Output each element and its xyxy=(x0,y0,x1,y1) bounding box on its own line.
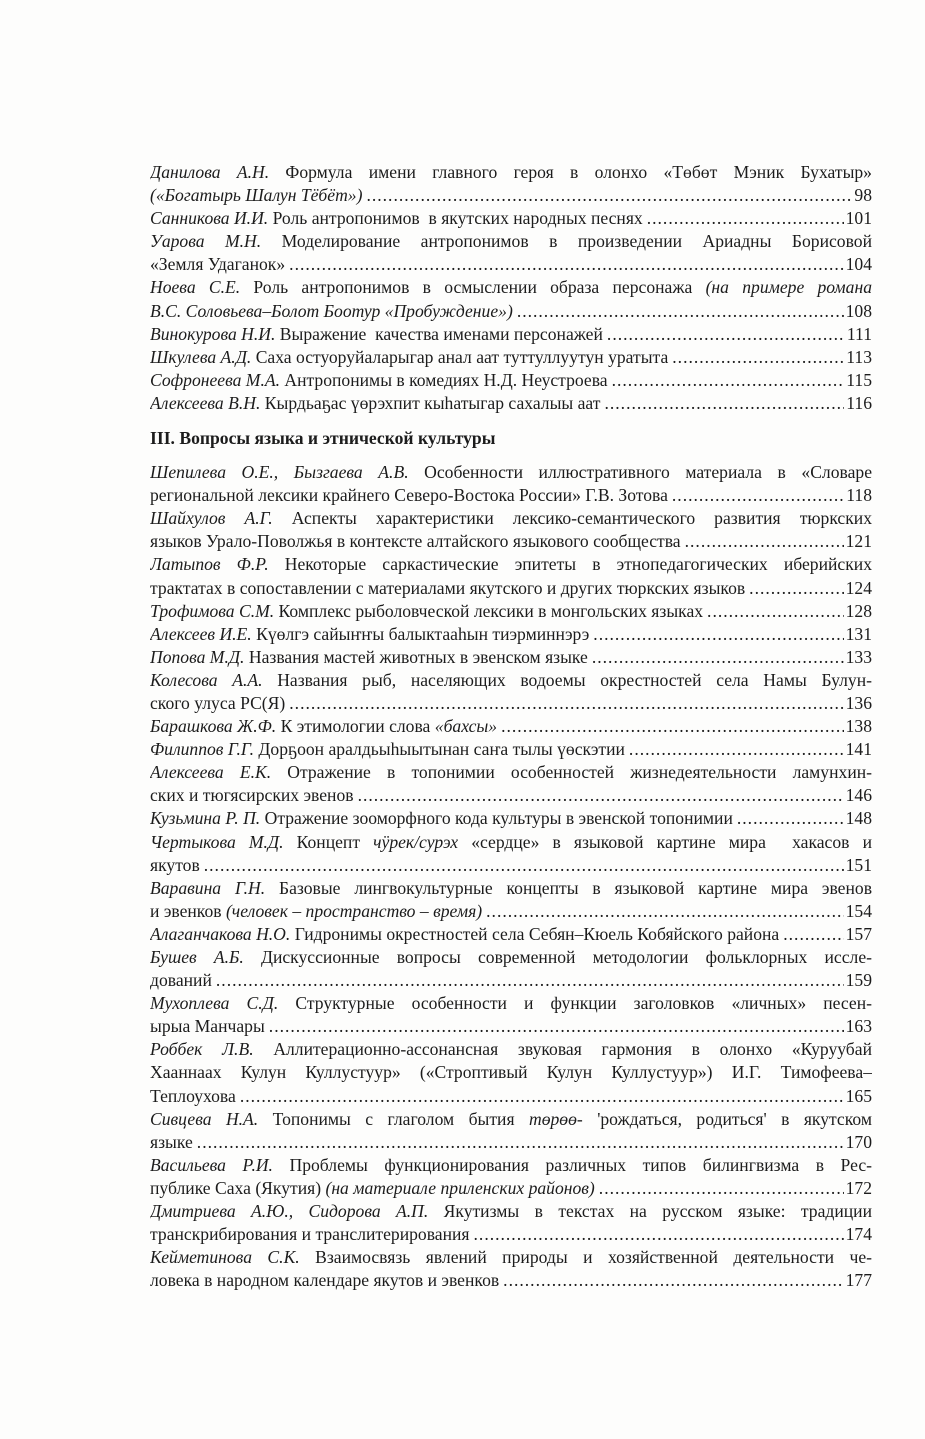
toc-entry-author: чӱрек/сурэх xyxy=(373,831,459,852)
toc-page-number: 163 xyxy=(845,1016,872,1037)
toc-entry-title: Моделирование антропонимов в произведении Ариадны Борисовой xyxy=(261,231,872,252)
toc-entry-title: Роль антропонимов в осмыслении образа персонажа xyxy=(240,277,706,298)
toc-entry-title: ловека в народном календаре якутов и эвенков xyxy=(150,1270,500,1291)
toc-entry-title: Комплекс рыболовческой лексики в монгольских языках xyxy=(274,600,704,621)
toc-entry-text xyxy=(150,1223,470,1246)
toc-page-number: 118 xyxy=(846,485,872,506)
toc-entry-text xyxy=(150,1247,872,1267)
toc-entry-text xyxy=(150,878,872,898)
toc-page-number: 146 xyxy=(845,785,872,806)
toc-entry-text xyxy=(150,692,285,715)
toc-entry-author: Колесова А.А. xyxy=(150,669,263,690)
toc-entry-text xyxy=(150,854,200,877)
toc-entry-text xyxy=(150,1269,499,1292)
toc-leader-dots xyxy=(358,784,844,807)
toc-entry-author: Данилова А.Н. xyxy=(150,162,270,182)
toc-entry-title: и эвенков xyxy=(150,900,226,921)
toc-entry-title: Проблемы функционирования различных типов билингвизма в Рес- xyxy=(272,1154,872,1175)
toc-leader-dots xyxy=(592,646,844,669)
toc-entry-text xyxy=(150,1085,236,1108)
toc-entry-line xyxy=(150,323,872,346)
toc-entry-line xyxy=(150,807,872,830)
toc-entry-author: Кузьмина Р. П. xyxy=(150,808,261,829)
toc-page-number: 141 xyxy=(845,739,872,760)
toc-page-number: 177 xyxy=(845,1270,872,1291)
toc-entry-line xyxy=(150,507,872,530)
toc-leader-dots xyxy=(197,1131,844,1154)
toc-page-number: 138 xyxy=(845,716,872,737)
toc-entry[interactable] xyxy=(150,369,872,392)
toc-entry-title: Базовые лингвокультурные концепты в языковой картине мира эвенов xyxy=(265,877,872,898)
toc-entry-author: Латыпов Ф.Р. xyxy=(150,554,269,575)
toc-leader-dots xyxy=(474,1223,844,1246)
toc-leader-dots xyxy=(672,346,844,369)
toc-entry-author: (человек – пространство – время) xyxy=(225,900,483,921)
toc-leader-dots xyxy=(629,738,844,761)
toc-entry-title: К этимологии слова xyxy=(276,716,435,737)
toc-entry-author: (на примере романа xyxy=(705,277,872,298)
toc-entry-text xyxy=(150,1015,265,1038)
toc-leader-dots xyxy=(607,323,845,346)
toc-leader-dots xyxy=(737,807,844,830)
toc-entry-author: Роббек Л.В. xyxy=(150,1039,254,1060)
toc-entry-author: Варавина Г.Н. xyxy=(150,877,266,898)
toc-leader-dots xyxy=(685,530,844,553)
toc-entry-text xyxy=(150,900,482,923)
toc-entry-text xyxy=(150,231,872,251)
toc-leader-dots xyxy=(289,692,843,715)
toc-entry-text xyxy=(150,715,497,738)
toc-entry-line xyxy=(150,877,872,900)
toc-entry-title: Выражение качества именами персонажей xyxy=(275,323,603,344)
toc-entry-author: Алаганчакова Н.О. xyxy=(150,923,291,944)
toc-entry-line xyxy=(150,831,872,854)
toc-entry-author: Винокурова Н.И. xyxy=(150,323,276,344)
toc-entry-line xyxy=(150,854,872,877)
toc-entry-text xyxy=(150,1131,193,1154)
toc-entry-title: языке xyxy=(150,1131,193,1152)
toc-leader-dots xyxy=(599,1177,844,1200)
toc-entry-text xyxy=(150,346,668,369)
toc-page-number: 124 xyxy=(845,577,872,598)
toc-leader-dots xyxy=(289,253,843,276)
toc-entry-line xyxy=(150,484,872,507)
toc-entry-author: Ноева С.Е. xyxy=(150,277,241,298)
toc-entry-author: Барашкова Ж.Ф. xyxy=(150,716,277,737)
toc-entry-title: Названия мастей животных в эвенском языке xyxy=(244,646,588,667)
toc-leader-dots xyxy=(366,184,852,207)
toc-entry-title: 'рождаться, родиться' в якутском xyxy=(582,1108,872,1129)
toc-entry-text xyxy=(150,392,600,415)
toc-entry-title: публике Саха (Якутия) xyxy=(150,1177,326,1198)
toc-entry-title: ского улуса РС(Я) xyxy=(150,692,286,713)
toc-entry-author: Кейметинова С.К. xyxy=(150,1247,300,1268)
toc-entry-title: Структурные особенности и функции заголовков «личных» песен- xyxy=(278,993,872,1014)
toc-entry-line xyxy=(150,161,872,184)
toc-entry-title: Отражение зооморфного кода культуры в эвенской топонимии xyxy=(260,808,733,829)
toc-entry-text xyxy=(150,1177,595,1200)
section-heading: III. Вопросы языка и этнической культуры xyxy=(150,428,496,449)
toc-entry-author: Шкулева А.Д. xyxy=(150,346,252,367)
toc-entry-text xyxy=(150,508,872,528)
toc-entry-line xyxy=(150,276,872,299)
toc-entry[interactable] xyxy=(150,323,872,346)
toc-entry-line xyxy=(150,1177,872,1200)
toc-entry-title: Күөлгэ сайыҥҥы балыктааһын тиэрминнэрэ xyxy=(251,623,590,644)
toc-page-number: 148 xyxy=(845,808,872,829)
toc-entry[interactable] xyxy=(150,346,872,369)
toc-page-number: 108 xyxy=(845,300,872,321)
toc-entry[interactable] xyxy=(150,923,872,946)
toc-entry-text xyxy=(150,969,212,992)
toc-entry-author: Васильева Р.И. xyxy=(150,1154,273,1175)
toc-leader-dots xyxy=(612,369,845,392)
toc-entry-line xyxy=(150,1015,872,1038)
toc-entry-author: Дмитриева А.Ю., Сидорова А.П. xyxy=(150,1201,429,1222)
toc-leader-dots xyxy=(216,969,844,992)
toc-entry-line xyxy=(150,184,872,207)
toc-entry-line xyxy=(150,646,872,669)
toc-entry-text xyxy=(150,832,872,852)
toc-entry-line xyxy=(150,1154,872,1177)
toc-entry-title: Якутизмы в текстах на русском языке: традиции xyxy=(428,1201,872,1222)
toc-entry[interactable] xyxy=(150,1200,872,1246)
toc-page-number: 133 xyxy=(845,646,872,667)
table-of-contents xyxy=(150,161,872,1292)
toc-page-number: 98 xyxy=(854,185,872,206)
toc-entry[interactable] xyxy=(150,161,872,207)
toc-entry[interactable] xyxy=(150,877,872,923)
toc-entry-title: Роль антропонимов в якутских народных песнях xyxy=(268,208,643,229)
toc-entry-line xyxy=(150,784,872,807)
toc-entry-line xyxy=(150,1223,872,1246)
toc-entry-text xyxy=(150,554,872,574)
toc-entry-author: (на материале приленских районов) xyxy=(325,1177,595,1198)
toc-entry-text xyxy=(150,623,589,646)
toc-page-number: 111 xyxy=(846,323,872,344)
toc-entry-line xyxy=(150,1131,872,1154)
toc-entry-line xyxy=(150,600,872,623)
toc-entry-line xyxy=(150,1038,872,1061)
toc-entry-title: Некоторые саркастические эпитеты в этнопедагогических иберийских xyxy=(268,554,872,575)
toc-entry-line xyxy=(150,1246,872,1269)
toc-entry-text xyxy=(150,807,733,830)
toc-entry-author: Санникова И.И. xyxy=(150,208,269,229)
toc-leader-dots xyxy=(269,1015,844,1038)
toc-entry-title: Концепт xyxy=(283,831,374,852)
toc-entry-author: В.С. Соловьева–Болот Боотур «Пробуждение») xyxy=(150,300,513,321)
toc-entry-author: Уарова М.Н. xyxy=(150,231,262,252)
toc-entry[interactable] xyxy=(150,553,872,599)
toc-page-number: 131 xyxy=(845,623,872,644)
toc-entry-title: Гидронимы окрестностей села Себян–Кюель Кобяйского района xyxy=(290,923,780,944)
toc-entry[interactable] xyxy=(150,761,872,807)
toc-entry[interactable] xyxy=(150,738,872,761)
toc-entry-author: Алексеев И.Е. xyxy=(150,623,252,644)
toc-page-number: 115 xyxy=(846,369,872,390)
toc-entry-line xyxy=(150,969,872,992)
toc-entry-line xyxy=(150,207,872,230)
toc-entry[interactable] xyxy=(150,646,872,669)
toc-leader-dots xyxy=(672,484,844,507)
toc-entry[interactable] xyxy=(150,392,872,415)
toc-page-number: 159 xyxy=(845,970,872,991)
toc-leader-dots xyxy=(486,900,843,923)
toc-entry-title: языков Урало-Поволжья в контексте алтайского языкового сообщества xyxy=(150,531,681,552)
toc-entry-line xyxy=(150,230,872,253)
toc-page-number: 116 xyxy=(846,392,872,413)
toc-entry-title: трактатах в сопоставлении с материалами якутского и других тюркских языков xyxy=(150,577,746,598)
toc-page-number: 154 xyxy=(845,900,872,921)
toc-page-number: 128 xyxy=(845,600,872,621)
toc-entry-text xyxy=(150,1062,872,1082)
toc-entry-title: Антропонимы в комедиях Н.Д. Неустроева xyxy=(280,369,608,390)
toc-leader-dots xyxy=(503,1269,843,1292)
toc-page-number: 174 xyxy=(845,1224,872,1245)
toc-entry-text xyxy=(150,923,779,946)
toc-entry-title: Саха остуоруйаларыгар анал аат туттуллуутун уратыта xyxy=(251,346,669,367)
toc-entry-text xyxy=(150,993,872,1013)
toc-entry[interactable] xyxy=(150,600,872,623)
toc-entry-author: Шепилева О.Е., Бызгаева А.В. xyxy=(150,462,409,483)
toc-entry-title: дований xyxy=(150,970,212,991)
toc-entry-text xyxy=(150,646,588,669)
toc-entry-title: Кырдьаҕас үөрэхпит кыһатыгар сахалыы аат xyxy=(260,392,601,413)
toc-entry-text xyxy=(150,530,681,553)
toc-entry-line xyxy=(150,300,872,323)
toc-entry-title: Дорҕоон аралдьыһыытынан саҥа тылы үөскэтии xyxy=(254,739,625,760)
toc-entry-title: Аллитерационно-ассонансная звуковая гармония в олонхо «Куруубай xyxy=(253,1039,872,1060)
toc-entry-title: Формула имени главного героя в олонхо «Төбөт Мэник Бухатыр» xyxy=(269,162,872,182)
toc-entry-author: төрөө- xyxy=(529,1108,583,1129)
toc-entry-line xyxy=(150,1108,872,1131)
toc-entry-line xyxy=(150,346,872,369)
toc-entry-line xyxy=(150,946,872,969)
toc-entry-line xyxy=(150,992,872,1015)
toc-entry[interactable] xyxy=(150,715,872,738)
toc-leader-dots xyxy=(517,300,844,323)
toc-page-number: 157 xyxy=(845,923,872,944)
toc-entry-line xyxy=(150,369,872,392)
toc-entry-text xyxy=(150,162,872,182)
toc-entry-text xyxy=(150,577,745,600)
toc-entry-text xyxy=(150,253,285,276)
toc-leader-dots xyxy=(501,715,844,738)
toc-entry-line xyxy=(150,738,872,761)
toc-entry-author: Бушев А.Б. xyxy=(150,947,244,967)
toc-entry-title: «сердце» в языковой картине мира хакасов и xyxy=(458,831,872,852)
toc-entry-author: Сивцева Н.А. xyxy=(150,1108,259,1129)
toc-leader-dots xyxy=(749,577,843,600)
toc-entry-text xyxy=(150,207,643,230)
toc-entry-author: Чертыкова М.Д. xyxy=(150,831,284,852)
toc-part-2-entries xyxy=(150,161,872,415)
toc-entry-text xyxy=(150,1039,872,1059)
toc-entry-line xyxy=(150,461,872,484)
toc-entry-line xyxy=(150,392,872,415)
toc-entry-line xyxy=(150,553,872,576)
toc-entry-author: «бахсы» xyxy=(434,716,498,737)
toc-entry-line xyxy=(150,669,872,692)
toc-leader-dots xyxy=(783,923,843,946)
toc-entry[interactable] xyxy=(150,207,872,230)
toc-part-3-entries xyxy=(150,461,872,1292)
toc-entry-text xyxy=(150,300,513,323)
toc-entry-text xyxy=(150,600,703,623)
toc-entry[interactable] xyxy=(150,807,872,830)
toc-entry-line xyxy=(150,1269,872,1292)
toc-page-number: 170 xyxy=(845,1131,872,1152)
toc-entry-line xyxy=(150,577,872,600)
toc-entry-title: Названия рыб, населяющих водоемы окрестностей села Намы Булун- xyxy=(262,669,872,690)
toc-entry-text xyxy=(150,277,872,297)
toc-entry[interactable] xyxy=(150,623,872,646)
toc-entry[interactable] xyxy=(150,461,872,507)
toc-entry[interactable] xyxy=(150,1154,872,1200)
toc-entry-line xyxy=(150,623,872,646)
toc-entry-line xyxy=(150,692,872,715)
toc-entry-line xyxy=(150,1061,872,1084)
toc-page-number: 104 xyxy=(845,254,872,275)
toc-entry[interactable] xyxy=(150,1108,872,1154)
toc-entry-title: Дискуссионные вопросы современной методологии фольклорных иссле- xyxy=(243,947,872,967)
toc-entry-text xyxy=(150,738,625,761)
toc-entry-title: «Земля Удаганок» xyxy=(150,254,286,275)
toc-entry-line xyxy=(150,923,872,946)
toc-page-number: 113 xyxy=(846,346,872,367)
toc-page-number: 101 xyxy=(845,208,872,229)
toc-entry[interactable] xyxy=(150,669,872,715)
toc-page-number: 121 xyxy=(845,531,872,552)
toc-entry-line xyxy=(150,715,872,738)
toc-entry-title: Особенности иллюстративного материала в «Словаре xyxy=(408,462,872,483)
toc-entry-line xyxy=(150,1200,872,1223)
toc-page-number: 172 xyxy=(845,1177,872,1198)
toc-entry[interactable] xyxy=(150,946,872,992)
toc-entry-line xyxy=(150,530,872,553)
toc-entry-line xyxy=(150,1085,872,1108)
toc-entry-text xyxy=(150,670,872,690)
toc-entry-title: ских и тюгясирских эвенов xyxy=(150,785,354,806)
toc-page-number: 136 xyxy=(845,692,872,713)
toc-entry-text xyxy=(150,462,872,482)
toc-entry[interactable] xyxy=(150,507,872,553)
toc-entry-line xyxy=(150,900,872,923)
toc-entry-text xyxy=(150,762,872,782)
toc-leader-dots xyxy=(647,207,844,230)
toc-entry-title: транскрибирования и транслитерирования xyxy=(150,1224,470,1245)
toc-entry-text xyxy=(150,484,668,507)
toc-entry-title: Отражение в топонимии особенностей жизнедеятельности ламунхин- xyxy=(271,762,872,783)
toc-page-number: 165 xyxy=(845,1085,872,1106)
toc-entry[interactable] xyxy=(150,276,872,322)
toc-entry-line xyxy=(150,761,872,784)
toc-entry-title: ырыа Манчары xyxy=(150,1016,265,1037)
toc-entry-text xyxy=(150,184,362,207)
toc-entry-title: Аспекты характеристики лексико-семантического развития тюркских xyxy=(272,508,872,529)
toc-entry-text xyxy=(150,1201,872,1221)
toc-entry-author: Алексеева Е.К. xyxy=(150,762,272,783)
toc-entry-line xyxy=(150,253,872,276)
toc-entry-title: Взаимосвязь явлений природы и хозяйственной деятельности че- xyxy=(299,1247,872,1268)
toc-entry-author: Филиппов Г.Г. xyxy=(150,739,255,760)
toc-entry-title: Хааннаах Кулун Куллустуур» («Строптивый Кулун Куллустуур») И.Г. Тимофеева– xyxy=(150,1062,872,1083)
toc-entry-author: Мухоплева С.Д. xyxy=(150,993,279,1014)
toc-leader-dots xyxy=(707,600,844,623)
toc-leader-dots xyxy=(593,623,843,646)
toc-entry-text xyxy=(150,1109,872,1129)
toc-entry-author: Алексеева В.Н. xyxy=(150,392,261,413)
toc-entry-title: Топонимы с глаголом бытия xyxy=(258,1108,529,1129)
toc-entry-title: региональной лексики крайнего Северо-Востока России» Г.В. Зотова xyxy=(150,485,668,506)
toc-page-number: 151 xyxy=(845,854,872,875)
toc-entry-text xyxy=(150,784,354,807)
toc-leader-dots xyxy=(204,854,844,877)
toc-entry-author: Трофимова С.М. xyxy=(150,600,275,621)
toc-entry-author: («Богатырь Шалун Тёбёт») xyxy=(150,185,363,206)
toc-entry-author: Софронеева М.А. xyxy=(150,369,280,390)
toc-entry-text xyxy=(150,1155,872,1175)
toc-entry-text xyxy=(150,947,872,967)
toc-entry[interactable] xyxy=(150,1038,872,1107)
toc-entry[interactable] xyxy=(150,831,872,877)
toc-entry-text xyxy=(150,323,603,346)
toc-entry-author: Попова М.Д. xyxy=(150,646,245,667)
toc-entry-title: Теплоухова xyxy=(150,1085,236,1106)
toc-leader-dots xyxy=(240,1085,844,1108)
toc-leader-dots xyxy=(604,392,844,415)
toc-entry[interactable] xyxy=(150,1246,872,1292)
toc-entry-author: Шайхулов А.Г. xyxy=(150,508,273,529)
toc-entry[interactable] xyxy=(150,230,872,276)
toc-entry-text xyxy=(150,369,608,392)
toc-entry-title: якутов xyxy=(150,854,200,875)
toc-entry[interactable] xyxy=(150,992,872,1038)
